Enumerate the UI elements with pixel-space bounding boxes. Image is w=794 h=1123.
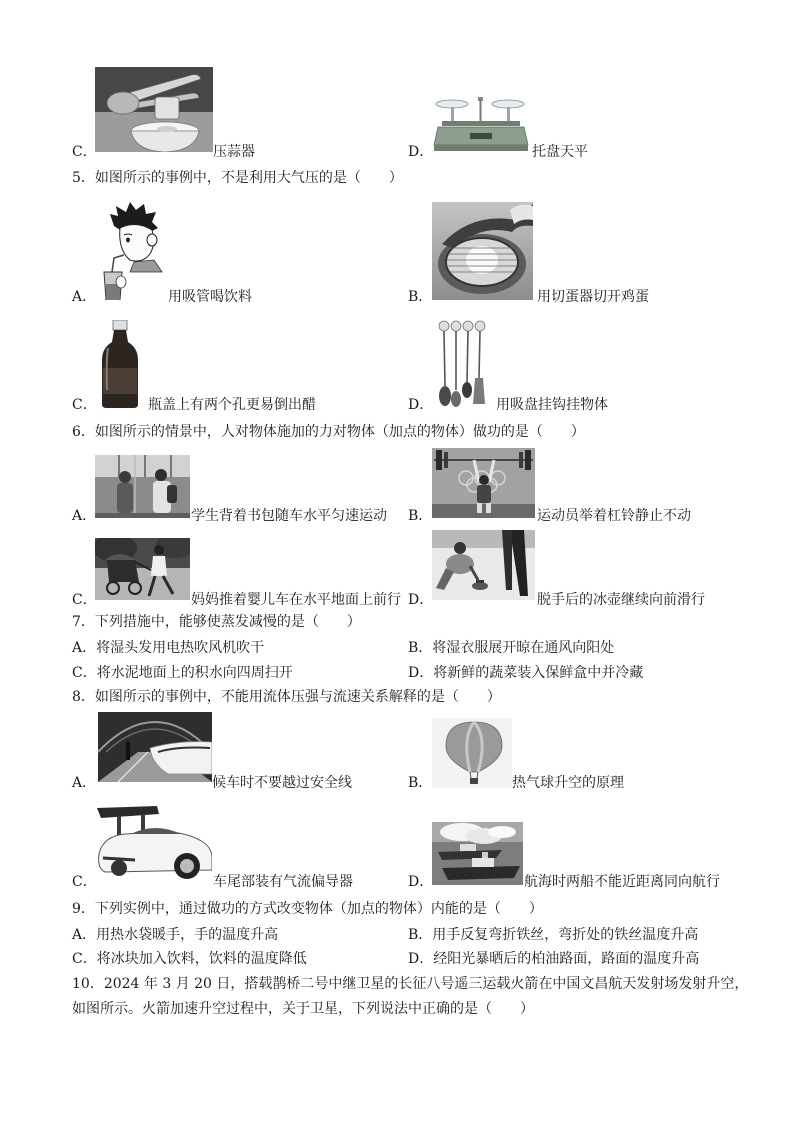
q4-option-c-text: 压蒜器 — [213, 144, 255, 160]
boy-drinking-straw-image — [100, 200, 167, 300]
q7-option-c: C．将水泥地面上的积水向四周扫开 — [72, 665, 293, 681]
q5-option-b-text: 用切蛋器切开鸡蛋 — [537, 289, 649, 305]
q9-stem: 9．下列实例中，通过做功的方式改变物体（加点的物体）内能的是（ ） — [72, 901, 543, 917]
q6-option-c-text: 妈妈推着婴儿车在水平地面上前行 — [191, 592, 401, 608]
q6-option-c-label: C． — [72, 592, 97, 608]
q7-option-b: B．将湿衣服展开晾在通风向阳处 — [408, 640, 615, 656]
q9-option-d: D．经阳光暴晒后的柏油路面，路面的温度升高 — [408, 951, 700, 967]
q5-option-a-text: 用吸管喝饮料 — [168, 289, 252, 305]
q8-option-d-label: D． — [408, 874, 434, 890]
q6-option-a-label: A． — [72, 508, 97, 524]
q10-stem-line1: 10．2024 年 3 月 20 日，搭载鹊桥二号中继卫星的长征八号遥三运载火箭在中国文昌航天发射场发射升空， — [72, 976, 749, 992]
hot-air-balloon-image — [432, 718, 512, 788]
q6-option-d-label: D． — [408, 592, 434, 608]
q8-option-b-label: B． — [408, 775, 433, 791]
train-platform-image — [98, 712, 212, 782]
q5-option-d-text: 用吸盘挂钩挂物体 — [496, 397, 608, 413]
students-on-bus-image — [95, 455, 190, 518]
garlic-press-image — [95, 67, 213, 152]
q4-option-c-label: C． — [72, 144, 97, 160]
q8-option-d-text: 航海时两船不能近距离同向航行 — [524, 874, 720, 890]
q5-option-b-label: B． — [408, 289, 433, 305]
tray-balance-image — [432, 95, 530, 155]
q5-stem: 5．如图所示的事例中，不是利用大气压的是（ ） — [72, 170, 403, 186]
q6-option-b-text: 运动员举着杠铃静止不动 — [537, 508, 691, 524]
egg-slicer-image — [432, 202, 533, 300]
q5-option-a-label: A． — [72, 289, 97, 305]
mother-pushing-stroller-image — [95, 538, 190, 600]
q8-option-a-text: 候车时不要越过安全线 — [212, 775, 352, 791]
q8-option-c-text: 车尾部装有气流偏导器 — [213, 874, 353, 890]
q8-option-b-text: 热气球升空的原理 — [512, 775, 624, 791]
q5-option-d-label: D． — [408, 397, 434, 413]
curling-image — [432, 530, 535, 600]
q10-stem-line2: 如图所示。火箭加速升空过程中，关于卫星，下列说法中正确的是（ ） — [72, 1001, 534, 1017]
vinegar-bottle-image — [100, 320, 140, 408]
q6-option-d-text: 脱手后的冰壶继续向前滑行 — [537, 592, 705, 608]
q4-option-d-label: D． — [408, 144, 434, 160]
q4-option-d-text: 托盘天平 — [532, 144, 588, 160]
q5-option-c-label: C． — [72, 397, 97, 413]
q6-option-b-label: B． — [408, 508, 433, 524]
q9-option-c: C．将冰块加入饮料，饮料的温度降低 — [72, 951, 307, 967]
q8-stem: 8．如图所示的事例中，不能用流体压强与流速关系解释的是（ ） — [72, 689, 501, 705]
q7-option-d: D．将新鲜的蔬菜装入保鲜盒中并冷藏 — [408, 665, 644, 681]
two-ships-image — [432, 822, 523, 885]
car-spoiler-image — [95, 802, 212, 880]
q7-stem: 7．下列措施中，能够使蒸发减慢的是（ ） — [72, 614, 361, 630]
q6-option-a-text: 学生背着书包随车水平匀速运动 — [191, 508, 387, 524]
suction-hooks-image — [437, 320, 490, 408]
q8-option-c-label: C． — [72, 874, 97, 890]
q9-option-b: B．用手反复弯折铁丝，弯折处的铁丝温度升高 — [408, 927, 699, 943]
weightlifter-image — [432, 448, 535, 518]
q8-option-a-label: A． — [72, 775, 97, 791]
q6-stem: 6．如图所示的情景中，人对物体施加的力对物体（加点的物体）做功的是（ ） — [72, 424, 585, 440]
q9-option-a: A．用热水袋暖手，手的温度升高 — [72, 927, 279, 943]
q5-option-c-text: 瓶盖上有两个孔更易倒出醋 — [148, 397, 316, 413]
q7-option-a: A．将湿头发用电热吹风机吹干 — [72, 640, 265, 656]
